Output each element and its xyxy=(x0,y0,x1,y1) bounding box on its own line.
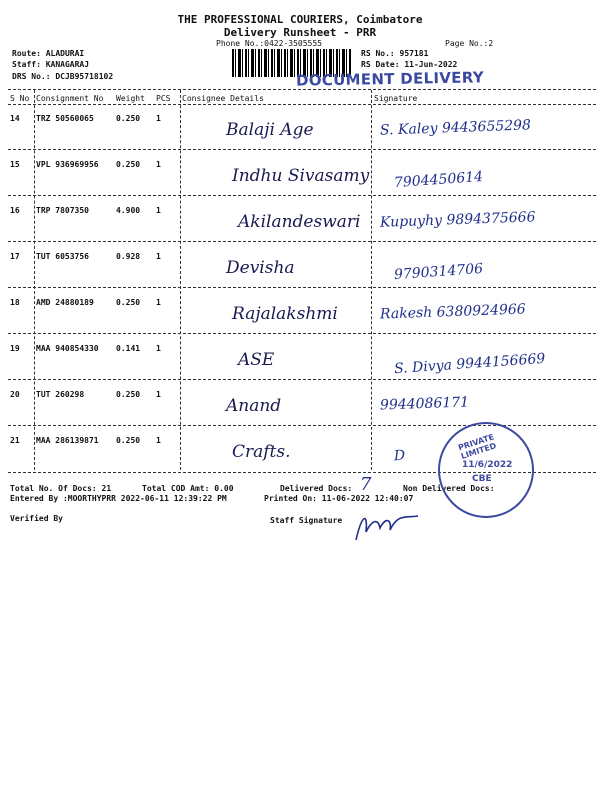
row-weight: 0.928 xyxy=(116,252,141,261)
row-signature: 7904450614 xyxy=(393,168,484,192)
col-signature: Signature xyxy=(374,94,418,103)
row-sno: 18 xyxy=(10,298,20,307)
staff-signature-label: Staff Signature xyxy=(270,516,343,525)
row-weight: 0.250 xyxy=(116,436,141,445)
col-sno: S No xyxy=(10,94,30,103)
row-sno: 15 xyxy=(10,160,20,169)
row-sno: 19 xyxy=(10,344,20,353)
row-sno: 14 xyxy=(10,114,20,123)
total-docs: Total No. Of Docs: 21 xyxy=(10,484,112,493)
row-divider xyxy=(8,425,596,426)
staff-signature-scribble xyxy=(352,506,422,546)
table-header-rule xyxy=(8,104,596,105)
row-signature: S. Divya 9944156669 xyxy=(393,350,546,378)
row-consignment-no: AMD 24880189 xyxy=(36,298,94,307)
row-consignee-name: Devisha xyxy=(226,258,295,278)
seal-text: PRIVATE LIMITED xyxy=(457,432,498,461)
rs-date: RS Date: 11-Jun-2022 xyxy=(361,60,458,69)
page-number: Page No.:2 xyxy=(445,39,494,48)
seal-date: 11/6/2022 xyxy=(462,460,513,470)
company-seal xyxy=(438,422,534,518)
row-pcs: 1 xyxy=(156,160,161,169)
company-title: THE PROFESSIONAL COURIERS, Coimbatore xyxy=(177,13,423,26)
verified-by: Verified By xyxy=(10,514,63,523)
row-consignment-no: TRZ 50560065 xyxy=(36,114,94,123)
document-delivery-stamp: DOCUMENT DELIVERY xyxy=(295,68,485,90)
row-pcs: 1 xyxy=(156,390,161,399)
row-consignee-name: Rajalakshmi xyxy=(232,304,338,324)
row-weight: 0.141 xyxy=(116,344,141,353)
row-sno: 21 xyxy=(10,436,20,445)
non-delivered-docs-label: Non Delivered Docs: xyxy=(403,484,495,493)
runsheet-subtitle: Delivery Runsheet - PRR xyxy=(223,26,377,39)
row-consignment-no: TUT 260298 xyxy=(36,390,85,399)
row-pcs: 1 xyxy=(156,206,161,215)
row-signature: 9790314706 xyxy=(393,260,484,284)
row-pcs: 1 xyxy=(156,344,161,353)
row-weight: 0.250 xyxy=(116,160,141,169)
entered-by: Entered By :MOORTHYPRR 2022-06-11 12:39:22 PM xyxy=(10,494,227,503)
row-divider xyxy=(8,195,596,196)
delivered-docs-value: 7 xyxy=(360,474,372,495)
phone-number: Phone No.:0422-3505555 xyxy=(216,39,322,48)
col-consignee: Consignee Details xyxy=(182,94,264,103)
row-pcs: 1 xyxy=(156,298,161,307)
printed-on: Printed On: 11-06-2022 12:40:07 xyxy=(264,494,414,503)
row-signature: 9944086171 xyxy=(379,394,470,414)
row-pcs: 1 xyxy=(156,252,161,261)
col-divider xyxy=(34,90,35,470)
row-pcs: 1 xyxy=(156,114,161,123)
col-consignment: Consignment No xyxy=(36,94,104,103)
col-pcs: PCS xyxy=(156,94,171,103)
row-weight: 0.250 xyxy=(116,298,141,307)
staff: Staff: KANAGARAJ xyxy=(12,60,90,69)
row-signature: Kupuyhy 9894375666 xyxy=(379,209,536,231)
row-divider xyxy=(8,379,596,380)
row-divider xyxy=(8,149,596,150)
table-top-rule xyxy=(8,89,596,90)
row-consignment-no: MAA 286139871 xyxy=(36,436,99,445)
total-cod: Total COD Amt: 0.00 xyxy=(142,484,234,493)
seal-city: CBE xyxy=(472,474,492,484)
row-consignee-name: Crafts. xyxy=(232,442,291,462)
row-signature: D xyxy=(393,447,406,465)
row-weight: 4.900 xyxy=(116,206,141,215)
col-divider xyxy=(371,90,372,470)
rs-number: RS No.: 957181 xyxy=(361,49,429,58)
row-sno: 17 xyxy=(10,252,20,261)
row-divider xyxy=(8,287,596,288)
row-sno: 16 xyxy=(10,206,20,215)
row-pcs: 1 xyxy=(156,436,161,445)
row-sno: 20 xyxy=(10,390,20,399)
drs-number: DRS No.: DCJB95718102 xyxy=(12,72,114,81)
delivered-docs-label: Delivered Docs: xyxy=(280,484,353,493)
row-signature: Rakesh 6380924966 xyxy=(379,301,526,323)
col-weight: Weight xyxy=(116,94,145,103)
row-weight: 0.250 xyxy=(116,390,141,399)
row-consignee-name: ASE xyxy=(238,350,275,370)
row-consignment-no: VPL 936969956 xyxy=(36,160,99,169)
route: Route: ALADURAI xyxy=(12,49,85,58)
row-consignee-name: Akilandeswari xyxy=(238,212,361,232)
row-consignee-name: Balaji Age xyxy=(226,120,314,140)
row-divider xyxy=(8,241,596,242)
row-consignee-name: Anand xyxy=(226,396,282,416)
row-consignment-no: TUT 6053756 xyxy=(36,252,89,261)
row-weight: 0.250 xyxy=(116,114,141,123)
row-signature: S. Kaley 9443655298 xyxy=(379,117,532,139)
row-consignment-no: MAA 940854330 xyxy=(36,344,99,353)
row-consignee-name: Indhu Sivasamy xyxy=(232,166,370,186)
col-divider xyxy=(180,90,181,470)
row-divider xyxy=(8,333,596,334)
row-consignment-no: TRP 7807350 xyxy=(36,206,89,215)
